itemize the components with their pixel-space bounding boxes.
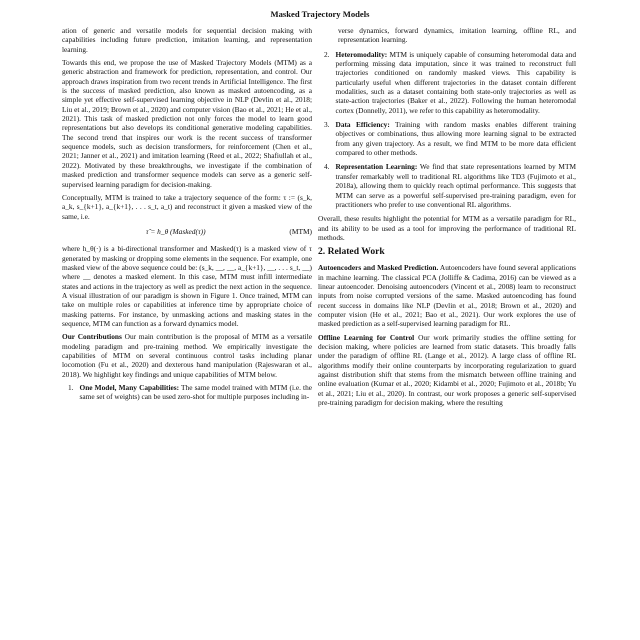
right-column [318, 26, 576, 411]
mtm-equation [62, 227, 312, 236]
item-number: 1. [68, 383, 74, 393]
paragraph-conceptual-definition: Conceptually, MTM is trained to take a trajectory sequence of the form: τ := (s_k, a_k, s_{k+1}, a_{k+1}, . . . s_t, a_t) and reconstruct it given a masked view of the same, i.e. [62, 192, 312, 221]
list-item-1-continuation [318, 26, 576, 45]
list-item-4 [318, 162, 576, 209]
item-text: We find that state representations learned by MTM transfer remarkably well to traditional RL algorithms like TD3 (Fujimoto et al., 2018a), allowing them to quickly reach optimal performance. This suggests that MTM can serve as a powerful self-supervised pre-training paradigm, even for practitioners who prefer to use conventional RL algorithms. [335, 162, 576, 209]
item-title: Heteromodality: [335, 49, 388, 59]
offline-learning-heading: Offline Learning for Control [318, 332, 415, 342]
paragraph-mtm-proposal: Towards this end, we propose the use of Masked Trajectory Models (MTM) as a generic abstraction and framework for prediction, representation, and control. Our approach draws inspiration from two recent trends in Artificial Intelligence. The first is the success of masked prediction, also known as masked autoencoding, as a simple yet effective self-supervised learning objective in NLP (Devlin et al., 2018; Liu et al., 2019; Brown et al., 2020) and computer vision (Bao et al., 2021; He et al., 2021). This task of masked prediction not only forces the model to learn good representations but also develops its conditional generative modeling capabilities. The second trend that inspires our work is the recent success of transformer sequence models, such as decision transformers, for reinforcement (Chen et al., 2021; Janner et al., 2021) and imitation learning (Reed et al., 2022; Shafiullah et al., 2022). Motivated by these breakthroughs, we investigate if the combination of masked prediction and transformer sequence models can serve as a generic self-supervised learning paradigm for decision-making. [62, 58, 312, 189]
item-title: Representation Learning: [335, 162, 418, 172]
autoencoders-heading: Autoencoders and Masked Prediction. [318, 263, 439, 273]
section-title-related-work: 2. Related Work [318, 246, 385, 258]
item-text: The same model trained with MTM (i.e. the same set of weights) can be used zero-shot for multiple purposes including in- [79, 383, 313, 402]
list-item-1 [62, 383, 312, 402]
item-title: Data Efficiency: [335, 120, 390, 130]
equation-tag: (MTM) [289, 226, 312, 236]
item-number: 3. [324, 120, 330, 130]
autoencoders-text: Autoencoders have found several applications in machine learning. The classical PCA (Jolliffe & Cadima, 2016) can be viewed as a linear autoencoder. Denoising autoencoders (Vincent et al., 2008) learn to reconstruct inputs from noise corrupted versions of the same. Masked autoencoding has found recent success in domains like NLP (Devlin et al., 2018; Brown et al., 2020) and computer vision (He et al., 2021; Bao et al., 2021). Our work explores the use of masked prediction as a self-supervised learning paradigm for RL. [318, 263, 576, 329]
item-text: MTM is uniquely capable of consuming heteromodal data and performing missing data imputation, since it was trained to reconstruct full trajectories conditioned on randomly masked views. This capability is particularly useful when different trajectories in the dataset contain different modalities, such as a dataset containing both state-only trajectories as well as state-action trajectories (Baker et al., 2022). Following the human heteromodal cortex (Donnelly, 2011), we refer to this capability as heteromodality. [335, 49, 576, 115]
equation-body: τ̂ = h_θ (Masked(τ)) [145, 226, 206, 236]
paragraph-masked-view: where h_θ(·) is a bi-directional transformer and Masked(τ) is a masked view of τ generated by masking or dropping some elements in the sequence. For example, one masked view of the above sequence could be: (s_k, __, __, a_{k+1}, __, . . . s_t, __) where __ denotes a masked element. In this case, MTM must infill intermediate states and actions in the trajectory as well as predict the next action in the sequence. A visual illustration of our paradigm is shown in Figure 1. Once trained, MTM can take on multiple roles or capabilities at inference time by appropriate choice of masking patterns. For instance, by unmasking actions and masking states in the sequence, MTM can function as a forward dynamics model. [62, 244, 312, 328]
paragraph-autoencoders [318, 263, 576, 328]
paragraph-contributions [62, 332, 312, 379]
item-number: 4. [324, 162, 330, 172]
item-text: verse dynamics, forward dynamics, imitation learning, offline RL, and representation learning. [338, 26, 576, 45]
contributions-text: Our main contribution is the proposal of MTM as a versatile modeling paradigm and pre-training method. We empirically investigate the capabilities of MTM on several continuous control tasks including planar locomotion (Fu et al., 2020) and dexterous hand manipulation (Rajeswaran et al., 2018). We highlight key findings and unique capabilities of MTM below. [62, 332, 312, 379]
offline-learning-text: Our work primarily studies the offline setting for decision making, where policies are learned from static datasets. This broadly falls under the paradigm of offline RL (Lange et al., 2012). A large class of offline RL algorithms modify their online counterparts by incorporating regularization to guard against distribution shift that stems from the mismatch between offline training and online evaluation (Kumar et al., 2020; Kidambi et al., 2020; Fujimoto et al., 2018b; Yu et al., 2021; Liu et al., 2020). In contrast, our work proposes a generic self-supervised pre-training paradigm for decision making, where the resulting [318, 332, 577, 408]
item-title: One Model, Many Capabilities: [79, 383, 180, 393]
running-header: Masked Trajectory Models [270, 9, 370, 19]
paragraph-summary: Overall, these results highlight the potential for MTM as a versatile paradigm for RL, and its ability to be used as a tool for improving the performance of traditional RL methods. [318, 214, 576, 242]
paragraph-intro-continuation: ation of generic and versatile models for sequential decision making with capabilities including future prediction, imitation learning, and representation learning. [62, 26, 312, 54]
paragraph-offline-learning [318, 333, 576, 408]
item-number: 2. [324, 49, 330, 59]
list-item-2 [318, 50, 576, 115]
list-item-3 [318, 120, 576, 157]
contributions-heading: Our Contributions [62, 332, 122, 342]
left-column [62, 26, 312, 402]
item-text: Training with random masks enables different training objectives or combinations, thus allowing more learning signal to be extracted from any given trajectory. As a result, we find MTM to be more data efficient compared to other methods. [335, 120, 576, 158]
